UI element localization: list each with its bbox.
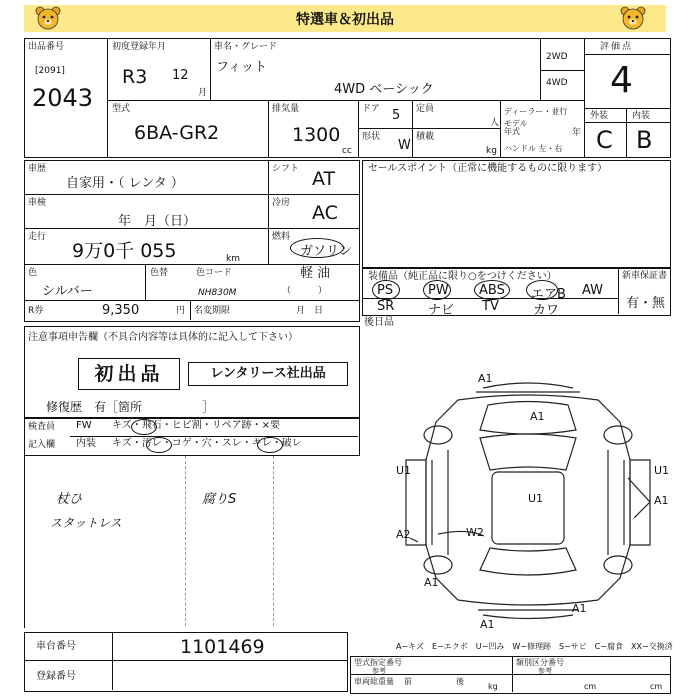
score-exterior-value: C	[596, 126, 613, 154]
inspection-label: 車検	[28, 198, 47, 208]
abs-circle-mark	[474, 280, 510, 300]
mileage-label: 走行	[28, 232, 47, 242]
insurance-label: 新車保証書	[622, 271, 668, 281]
doors-label: ドア	[362, 104, 380, 114]
pw-circle-mark	[423, 280, 451, 300]
recycle-unit: 円	[176, 306, 186, 316]
capacity-label: 定員	[416, 104, 435, 114]
bear-mascot-icon	[35, 5, 61, 31]
handwritten-note-3: 腐りS	[202, 492, 237, 507]
equip-pw: PW	[428, 283, 449, 298]
load-unit: kg	[486, 146, 497, 156]
diagram-mark-u1-center: U1	[528, 492, 544, 505]
equip-airbag: エアB	[531, 287, 566, 302]
insurance-value: 有・無	[626, 296, 666, 311]
displacement-unit: cc	[342, 146, 352, 156]
shift-label: シフト	[272, 164, 300, 174]
equip-sr: SR	[377, 299, 395, 314]
doors-value: 5	[392, 108, 401, 123]
color-label: 色	[28, 268, 38, 278]
equipment-header: 装備品（純正品に限り○をつけください）	[368, 271, 557, 282]
dealer-model-year: モデル年式	[504, 119, 528, 136]
mileage-value: 9万0千 055	[72, 240, 177, 262]
dealer-handle: ハンドル 左・右	[504, 144, 563, 153]
banner-title: 特選車＆初出品	[296, 12, 394, 28]
displacement-value: 1300	[292, 124, 341, 146]
repaint-label: 色替	[150, 268, 169, 278]
lot-code: [2091]	[35, 66, 65, 76]
score-value: 4	[610, 60, 633, 101]
diagram-mark-u1-right: U1	[654, 464, 670, 477]
dealer-year-unit: 年	[572, 128, 582, 138]
equip-leather: カワ	[533, 303, 560, 318]
bear-mascot-icon	[620, 5, 646, 31]
weight-front: 前	[404, 677, 412, 686]
inspector-label-1: 検査員	[28, 422, 56, 432]
class-ref: 参考	[538, 667, 552, 675]
shape-label: 形状	[362, 132, 381, 142]
cert-ref: 参考	[372, 667, 386, 675]
inspector-row-2: キズ・汚レ・コゲ・穴・スレ・キレ・破レ	[112, 438, 302, 449]
sales-header: セールスポイント（正常に機能するものに限ります）	[368, 163, 608, 174]
car-grade: 4WD ベーシック	[334, 82, 434, 97]
equip-aw: AW	[582, 283, 604, 298]
drive-4wd: 4WD	[546, 78, 568, 88]
equip-ps: PS	[377, 283, 394, 298]
shape-value: W	[398, 138, 411, 153]
capacity-unit: 人	[490, 118, 500, 128]
cert-label: 型式指定番号	[354, 658, 402, 667]
diagram-mark-a1-rear: A1	[572, 602, 587, 615]
header-banner	[24, 5, 666, 32]
registration-label: 登録番号	[36, 671, 76, 682]
class-label: 類別区分番号	[516, 658, 564, 667]
aircon-value: AC	[312, 202, 338, 224]
inspector-label-2: 記入欄	[28, 440, 56, 450]
history-label: 車歴	[28, 164, 47, 174]
color-code-label: 色コード	[196, 268, 233, 278]
first-reg-month-unit: 月	[198, 88, 208, 98]
car-name-label: 車名・グレード	[214, 42, 278, 52]
equip-navi: ナビ	[428, 303, 455, 318]
inspector-interior: 内装	[76, 438, 96, 449]
rear-items-label: 後日品	[364, 317, 394, 328]
stone-chip-circle-mark	[131, 419, 157, 435]
lot-label: 出品番号	[28, 42, 65, 52]
notes-header: 注意事項申告欄（不具合内容等は具体的に記入して下さい）	[28, 332, 298, 343]
first-reg-year: R3	[122, 66, 148, 88]
model-value: 6BA-GR2	[134, 122, 220, 144]
stain-circle-mark	[146, 437, 172, 453]
handwritten-note-2: スタットレス	[50, 516, 122, 530]
aircon-label: 冷房	[272, 198, 291, 208]
weight-label: 車両総重量	[354, 677, 394, 686]
rental-lease-stamp: レンタリース社出品	[188, 362, 348, 386]
diagram-mark-a1-right: A1	[654, 494, 669, 507]
ps-circle-mark	[372, 280, 400, 300]
dealer-label: ディーラー・並行	[504, 107, 568, 116]
drive-2wd: 2WD	[546, 52, 568, 62]
diagram-mark-w2: W2	[466, 526, 484, 539]
model-label: 型式	[112, 104, 131, 114]
car-name: フィット	[216, 60, 267, 75]
fuel-diesel: 軽 油	[300, 266, 331, 281]
dim-unit-1: cm	[584, 682, 597, 691]
weight-unit: kg	[488, 682, 498, 691]
diagram-mark-u1-left: U1	[396, 464, 412, 477]
history-value: 自家用・（ レンタ ）	[66, 176, 184, 191]
transfer-label: 名変期限	[194, 306, 231, 316]
scuff-circle-mark	[257, 437, 283, 453]
inspection-value: 年 月（日）	[118, 214, 197, 229]
sales-frame	[362, 160, 671, 268]
airbag-circle-mark	[526, 280, 558, 300]
first-listing-stamp: 初出品	[78, 358, 180, 390]
displacement-label: 排気量	[272, 104, 300, 114]
diagram-mark-a1-hood: A1	[530, 410, 545, 423]
diagram-mark-a1-bottom: A1	[480, 618, 495, 631]
first-reg-month: 12	[172, 68, 189, 83]
weight-rear: 後	[456, 677, 464, 686]
fuel-gasoline: ガソリン	[300, 244, 353, 259]
color-value: シルバー	[42, 284, 93, 299]
inspector-row-1: キズ・飛石・ヒビ割・リペア跡・×要	[112, 420, 280, 431]
score-interior-label: 内装	[632, 111, 651, 121]
fuel-other: （ ）	[282, 286, 328, 296]
color-code-value: NH830M	[198, 288, 237, 298]
handwritten-area	[24, 456, 359, 628]
mileage-unit: km	[226, 254, 240, 264]
shift-value: AT	[312, 168, 336, 190]
recycle-value: 9,350	[102, 303, 140, 318]
damage-legend: A−キズ E−エクボ U−凹み W−修理跡 S−サビ C−腐食 XX−交換済	[396, 642, 673, 651]
repair-history: 修復歴 有［箇所 ］	[46, 400, 215, 414]
equip-abs: ABS	[479, 283, 505, 298]
score-label: 評価点	[600, 42, 634, 52]
score-interior-value: B	[636, 126, 653, 154]
diagram-mark-a1-lf: A1	[424, 576, 439, 589]
chassis-value: 1101469	[180, 636, 265, 658]
score-exterior-label: 外装	[590, 111, 609, 121]
first-reg-label: 初度登録年月	[112, 42, 167, 52]
transfer-value: 月 日	[296, 306, 324, 316]
recycle-label: R券	[28, 306, 44, 316]
diagram-mark-a1-top: A1	[478, 372, 493, 385]
fuel-label: 燃料	[272, 232, 291, 242]
lot-number: 2043	[32, 84, 94, 112]
inspector-fw: FW	[76, 420, 92, 431]
load-label: 積載	[416, 132, 435, 142]
diagram-mark-a2: A2	[396, 528, 411, 541]
equip-tv: TV	[482, 299, 499, 314]
handwritten-note-1: 杖ひ	[56, 492, 83, 507]
dim-unit-2: cm	[650, 682, 663, 691]
chassis-label: 車台番号	[36, 641, 76, 652]
top-info-frame	[24, 38, 671, 158]
